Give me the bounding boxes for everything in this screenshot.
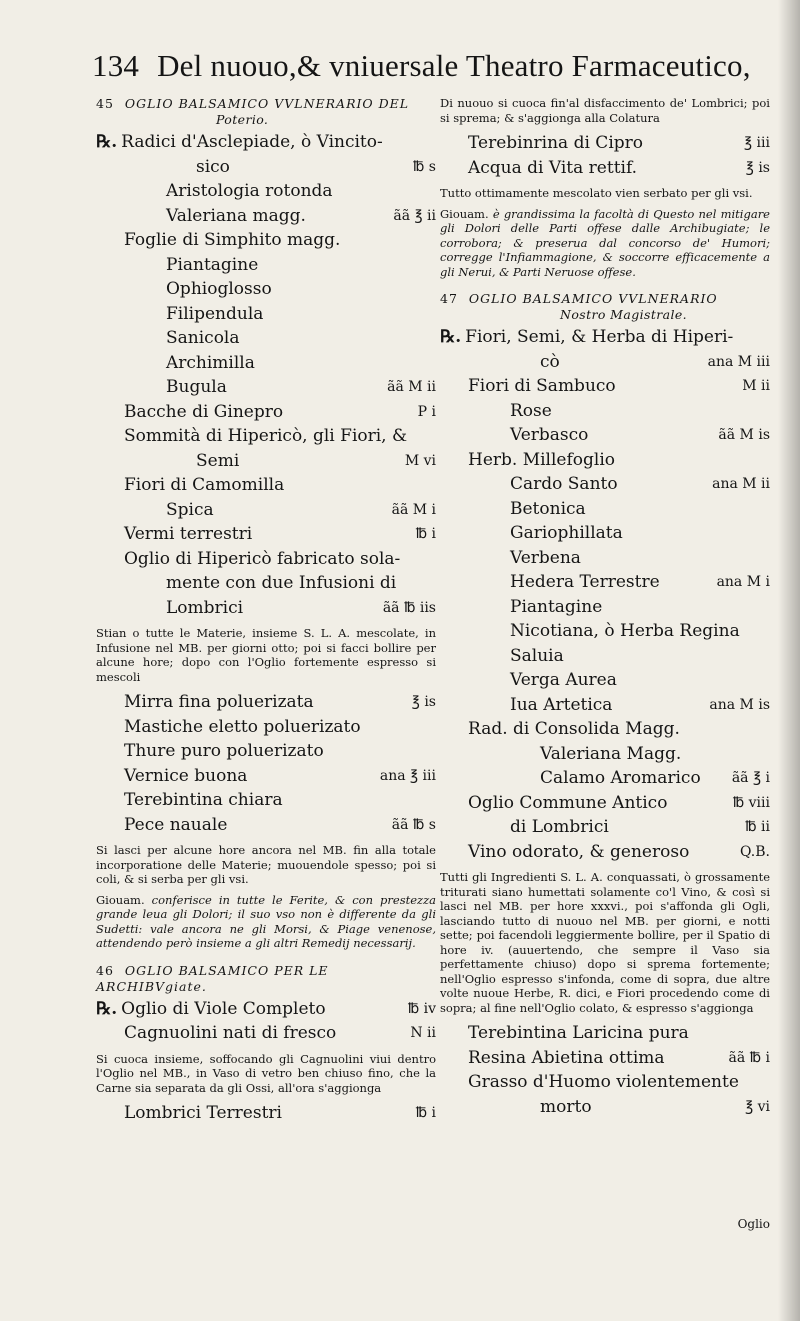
section-heading: OGLIO BALSAMICO VVLNERARIO DEL — [124, 96, 410, 111]
ingredient-name: cò — [540, 351, 560, 372]
recipe-46-instructions: Si cuoca insieme, soffocando gli Cagnuolini viui dentro l'Oglio nel MB., in Vaso di vetro ben chiuso fino, che la Carne sia separata da gli Ossi, all'ora s'aggionga — [96, 1051, 436, 1095]
ingredient-name: Bacche di Ginepro — [124, 401, 284, 422]
ingredient-quantity: M vi — [404, 452, 436, 469]
ingredient-name: Vino odorato, & generoso — [468, 841, 690, 862]
catchword: Oglio — [737, 1217, 770, 1231]
ingredient-line — [440, 1070, 770, 1095]
ingredient-name: Vermi terrestri — [124, 524, 253, 544]
section-heading: OGLIO BALSAMICO PER LE ARCHIBVgiate. — [96, 962, 329, 994]
ingredient-name: Foglie di Simphito magg. — [124, 230, 341, 250]
page-number: 134 — [92, 48, 140, 83]
ingredient-line — [96, 498, 436, 523]
ingredient-name: Betonica — [510, 498, 586, 519]
ingredient-name: Acqua di Vita rettif. — [468, 157, 638, 178]
ingredient-line — [440, 595, 770, 620]
ingredient-quantity: ãã M is — [718, 427, 770, 443]
section-number: 45 — [96, 96, 114, 111]
ingredient-name: di Lombrici — [510, 817, 609, 837]
ingredient-name: Oglio di Viole Completo — [121, 998, 326, 1019]
ingredient-line — [440, 742, 770, 767]
ingredient-line — [440, 619, 770, 644]
recipe-46-ingredients-2 — [96, 1101, 436, 1126]
ingredient-line — [96, 253, 436, 278]
ingredient-name: Fiori, Semi, & Herba di Hiperi- — [465, 327, 734, 347]
ingredient-name: Terebintina chiara — [124, 790, 283, 810]
ingredient-quantity: ℥ is — [411, 694, 436, 710]
ingredient-line — [440, 1095, 770, 1120]
ingredient-quantity: ℔ viii — [732, 794, 770, 811]
ingredient-line — [440, 1021, 770, 1046]
ingredient-line — [96, 571, 436, 596]
ingredient-line — [440, 156, 770, 181]
ingredient-name: Piantagine — [166, 254, 259, 275]
ingredient-name: Radici d'Asclepiade, ò Vincito- — [121, 132, 383, 152]
ingredient-name: Mastiche eletto poluerizato — [124, 716, 361, 737]
page-header — [92, 48, 792, 84]
ingredient-quantity: ana M iii — [707, 353, 770, 370]
ingredient-line — [440, 766, 770, 791]
ingredient-line — [96, 739, 436, 764]
ingredient-line — [96, 596, 436, 621]
ingredient-name: mente con due Infusioni di — [166, 573, 397, 593]
section-subheading: Nostro Magistrale. — [560, 307, 688, 322]
ingredient-name: Fiori di Camomilla — [124, 475, 285, 495]
ingredient-name: Herb. Millefoglio — [468, 449, 615, 470]
ingredient-name: Rose — [510, 400, 552, 421]
ingredient-line — [96, 155, 436, 180]
ingredient-name: Ophioglosso — [166, 279, 272, 299]
recipe-45-commentary — [96, 893, 436, 951]
ingredient-line — [96, 375, 436, 400]
ingredient-line — [440, 399, 770, 424]
ingredient-quantity: ãã M ii — [387, 379, 436, 395]
ingredient-name: Semi — [196, 450, 240, 471]
right-column — [440, 96, 770, 1119]
ingredient-line — [440, 546, 770, 571]
ingredient-name: Sanicola — [166, 328, 240, 348]
ingredient-name: Verga Aurea — [510, 670, 617, 690]
ingredient-quantity: N ii — [410, 1025, 436, 1041]
ingredient-line — [96, 449, 436, 474]
page-title: Del nuouo,& vniuersale Theatro Farmaceutico, — [157, 48, 751, 83]
section-number: 47 — [440, 291, 458, 306]
ingredient-line — [96, 473, 436, 498]
recipe-symbol: ℞. — [440, 327, 462, 347]
ingredient-line — [96, 813, 436, 838]
ingredient-name: Nicotiana, ò Herba Regina — [510, 621, 740, 641]
ingredient-quantity: ãã ℔ iis — [382, 599, 436, 616]
ingredient-name: Oglio Commune Antico — [468, 792, 668, 813]
ingredient-name: Verbasco — [510, 425, 589, 445]
ingredient-line — [96, 400, 436, 425]
ingredient-name: Terebintina Laricina pura — [468, 1023, 689, 1043]
recipe-45-ingredients — [96, 130, 436, 620]
ingredient-name: Iua Artetica — [510, 694, 613, 715]
recipe-46-ingredients-3 — [440, 131, 770, 180]
recipe-46-ingredients — [96, 997, 436, 1046]
ingredient-name: morto — [540, 1096, 592, 1117]
commentary-author: Giouam. — [96, 892, 145, 907]
ingredient-name: Aristologia rotonda — [166, 181, 333, 201]
ingredient-line — [440, 423, 770, 448]
ingredient-line — [96, 326, 436, 351]
recipe-symbol: ℞. — [96, 132, 118, 152]
ingredient-line — [440, 131, 770, 156]
ingredient-quantity: ãã ℔ i — [728, 1049, 770, 1066]
ingredient-name: Mirra fina poluerizata — [124, 692, 314, 712]
ingredient-line — [96, 522, 436, 547]
ingredient-line — [96, 424, 436, 449]
ingredient-line — [440, 350, 770, 375]
ingredient-line — [96, 228, 436, 253]
ingredient-quantity: ãã ℥ ii — [393, 207, 436, 224]
ingredient-name: Archimilla — [166, 352, 255, 373]
ingredient-line — [440, 1046, 770, 1071]
ingredient-quantity: M ii — [742, 378, 770, 394]
ingredient-line — [96, 302, 436, 327]
ingredient-line — [440, 448, 770, 473]
ingredient-line — [440, 521, 770, 546]
ingredient-name: sico — [196, 156, 230, 177]
commentary-text: conferisce in tutte le Ferite, & con prestezza grande leua gli Dolori; il suo vso non è differente da gli Sudetti: vale ancora ne gli Morsi, & Piage venenose, attendendo però insieme a gli altri Remedij necessarij. — [96, 892, 436, 950]
ingredient-line — [440, 815, 770, 840]
recipe-46-continuation: Di nuouo si cuoca fin'al disfaccimento de' Lombrici; poi si sprema; & s'aggionga alla Colatura — [440, 96, 770, 125]
ingredient-name: Gariophillata — [510, 523, 623, 543]
recipe-symbol: ℞. — [96, 998, 118, 1019]
ingredient-quantity: ℥ is — [745, 159, 770, 176]
ingredient-quantity: Q.B. — [740, 843, 770, 860]
section-45-title — [96, 96, 436, 128]
ingredient-name: Filipendula — [166, 303, 264, 324]
ingredient-line — [440, 644, 770, 669]
ingredient-name: Piantagine — [510, 596, 603, 617]
ingredient-quantity: ana M i — [716, 574, 770, 590]
ingredient-quantity: ãã M i — [391, 501, 436, 518]
ingredient-line — [440, 693, 770, 718]
ingredient-quantity: ℔ s — [412, 158, 436, 175]
ingredient-line — [96, 715, 436, 740]
ingredient-name: Cagnuolini nati di fresco — [124, 1023, 337, 1043]
ingredient-line — [96, 547, 436, 572]
ingredient-line — [96, 204, 436, 229]
ingredient-line — [96, 1101, 436, 1126]
recipe-47-ingredients-2 — [440, 1021, 770, 1119]
ingredient-line — [440, 668, 770, 693]
ingredient-line — [96, 690, 436, 715]
ingredient-name: Valeriana magg. — [166, 205, 306, 226]
section-47-title — [440, 291, 770, 323]
ingredient-line — [96, 351, 436, 376]
ingredient-line — [440, 840, 770, 865]
ingredient-name: Pece nauale — [124, 814, 228, 835]
ingredient-name: Cardo Santo — [510, 474, 618, 494]
ingredient-quantity: ℥ iii — [744, 135, 770, 151]
ingredient-line — [96, 788, 436, 813]
recipe-47-instructions: Tutti gli Ingredienti S. L. A. conquassati, ò grossamente triturati siano humettati solamente co'l Vino, & così si lasci nel MB. per hore xxxvi., poi s'affonda gli Ogli, lasciando tutto di nuouo nel MB. per giorni, e notti sette; poi facendoli leggiermente bollire, per il Spatio di hore iv. (auuertendo, che sempre il Vaso sia perfettamente chiuso) dopo si sprema fortemente; nell'Oglio espresso s'infonda, come di sopra, due altre volte nuoue Herbe, R. dici, e Fiori procedendo come di sopra; al fine nell'Oglio colato, & espresso s'aggionga — [440, 870, 770, 1015]
ingredient-quantity: ℔ i — [415, 1105, 436, 1121]
ingredient-line — [440, 325, 770, 350]
ingredient-quantity: P i — [417, 403, 436, 420]
ingredient-quantity: ana M is — [709, 696, 770, 713]
recipe-45-ingredients-2 — [96, 690, 436, 837]
ingredient-quantity: ana M ii — [712, 476, 770, 492]
ingredient-name: Valeriana Magg. — [540, 743, 682, 764]
ingredient-line — [440, 497, 770, 522]
ingredient-name: Thure puro poluerizato — [124, 741, 324, 761]
section-heading: OGLIO BALSAMICO VVLNERARIO — [468, 291, 718, 306]
ingredient-name: Grasso d'Huomo violentemente — [468, 1072, 739, 1092]
ingredient-line — [440, 374, 770, 399]
ingredient-name: Fiori di Sambuco — [468, 376, 616, 396]
ingredient-quantity: ãã ℔ s — [391, 816, 436, 833]
ingredient-line — [440, 791, 770, 816]
ingredient-quantity: ana ℥ iii — [379, 767, 436, 784]
section-46-title — [96, 963, 436, 995]
recipe-46-instructions-2: Tutto ottimamente mescolato vien serbato per gli vsi. — [440, 186, 753, 200]
ingredient-name: Lombrici — [166, 597, 244, 618]
section-number: 46 — [96, 962, 114, 978]
ingredient-name: Lombrici Terrestri — [124, 1103, 282, 1123]
ingredient-line — [96, 764, 436, 789]
ingredient-name: Bugula — [166, 377, 227, 397]
ingredient-name: Calamo Aromarico — [540, 768, 701, 788]
ingredient-line — [440, 717, 770, 742]
recipe-45-instructions: Stian o tutte le Materie, insieme S. L. A. mescolate, in Infusione nel MB. per giorni otto; poi si facci bollire per alcune hore; dopo con l'Oglio fortemente espresso si mescoli — [96, 626, 436, 684]
ingredient-quantity: ℔ iv — [407, 1000, 436, 1017]
ingredient-name: Resina Abietina ottima — [468, 1047, 665, 1068]
ingredient-name: Terebinrina di Cipro — [468, 133, 643, 153]
ingredient-name: Saluia — [510, 645, 564, 666]
recipe-45-instructions-2: Si lasci per alcune hore ancora nel MB. fin alla totale incorporatione delle Materie; muouendole spesso; poi si coli, & si serba per gli vsi. — [96, 843, 436, 886]
ingredient-quantity: ℔ ii — [745, 819, 770, 835]
ingredient-name: Hedera Terrestre — [510, 572, 660, 592]
ingredient-quantity: ℔ i — [415, 526, 436, 542]
ingredient-name: Sommità di Hipericò, gli Fiori, & — [124, 426, 408, 446]
ingredient-line — [440, 472, 770, 497]
ingredient-line — [96, 130, 436, 155]
recipe-46-commentary — [440, 207, 770, 280]
ingredient-name: Vernice buona — [124, 765, 248, 786]
ingredient-line — [96, 997, 436, 1022]
ingredient-line — [440, 570, 770, 595]
ingredient-name: Oglio di Hipericò fabricato sola- — [124, 548, 401, 569]
ingredient-quantity: ℥ vi — [745, 1098, 770, 1115]
ingredient-line — [96, 179, 436, 204]
left-column — [96, 96, 436, 1126]
ingredient-line — [96, 277, 436, 302]
commentary-author: Giouam. — [440, 206, 489, 221]
ingredient-line — [96, 1021, 436, 1046]
page-edge-shadow — [778, 0, 800, 1321]
ingredient-quantity: ãã ℥ i — [731, 770, 770, 786]
recipe-47-ingredients — [440, 325, 770, 864]
ingredient-name: Spica — [166, 499, 214, 520]
ingredient-name: Verbena — [510, 547, 581, 568]
ingredient-name: Rad. di Consolida Magg. — [468, 719, 680, 739]
commentary-text: è grandissima la facoltà di Questo nel mitigare gli Dolori delle Parti offese dalle Archibugiate; le corrobora; & preserua dal concorso de' Humori; corregge l'Infiammagione, & soccorre efficacemente a gli Nerui, & Parti Neruose offese. — [440, 206, 770, 279]
section-subheading: Poterio. — [216, 112, 269, 127]
